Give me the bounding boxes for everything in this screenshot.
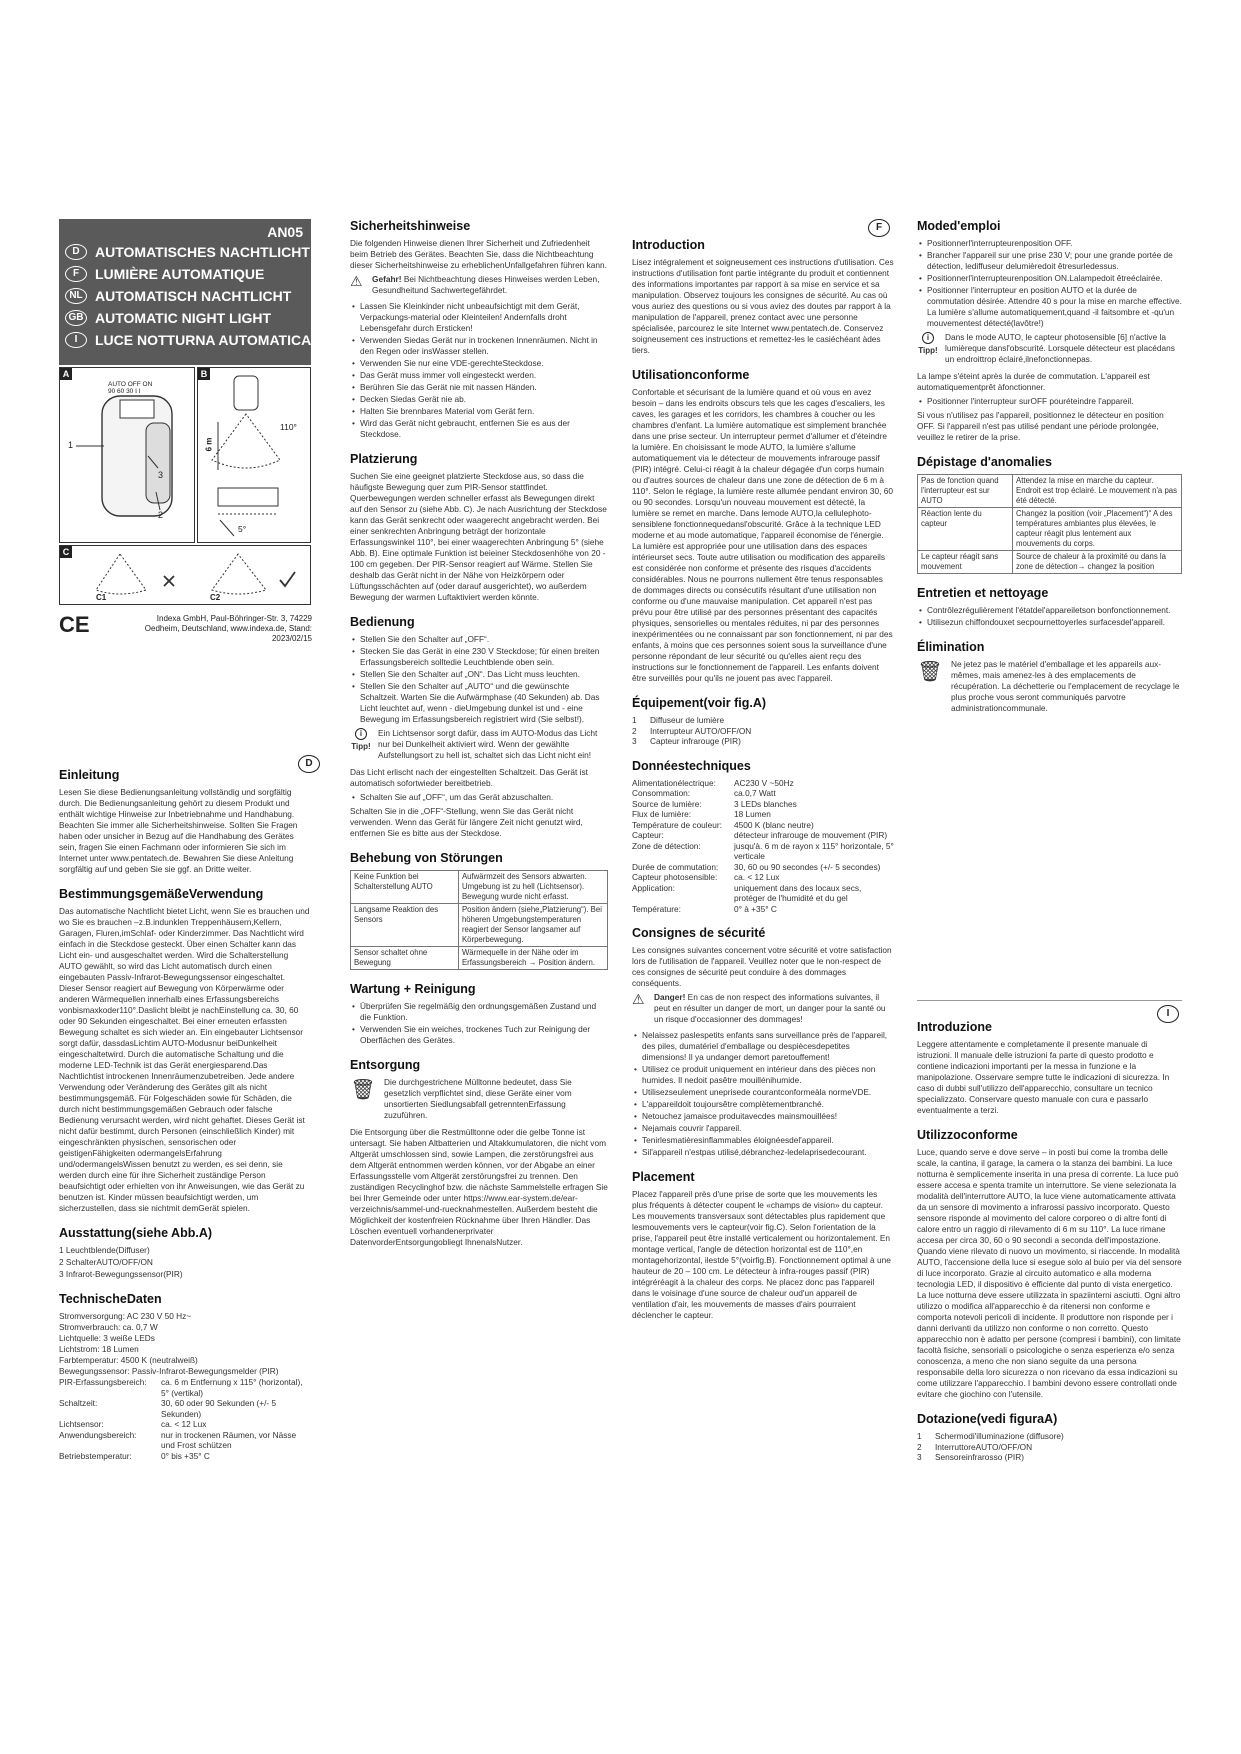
heading-depistage: Dépistage d'anomalies [917,455,1052,469]
disposal-note-fr: 🗑 Ne jetez pas le matériel d'emballage et les appareils aux-mêmes, mais amenez-les à des emplacements de récupération. La déchetterie ou l'emplacement de recyclage le plus proche vous seront communiqués parvotre administrationcommunale. [917,659,1180,713]
heading-consignes: Consignes de sécurité [632,926,766,940]
lang-badge-fr: F [868,219,890,237]
troubleshooting-table-fr: Pas de fonction quand l'interrupteur est sur AUTO Attendez la mise en marche du capteur. Endroit est trop éclairé. Le mouvement n'a pas été détecté. Réaction lente du capteur Changez la position (voir „Placement“)“ A des températures ambiantes plus élevées, le capteur réagit plus lentement aux mouvements du corps. Le capteur réagit sans mouvement Source de chaleur à la proximité ou dans la zone de détection→ changez la position [917,474,1182,574]
text-einleitung: Lesen Sie diese Bedienungsanleitung vollständig und sorgfältig durch. Die Bedienungsanleitung gehört zu diesem Produkt und enthält wichtige Hinweise zur Inbetriebnahme und Handhabung. Beachten Sie immer alle Sicherheitshinweise. Sollten Sie Fragen haben oder unsicher in Bezug auf die Handhabung des Gerätes sein, fragen Sie einen Fachmann oder informieren Sie sich im Internet unter www.pentatech.de. Bewahren Sie diese Anleitung sorgfältig auf und geben Sie sie ggf. an Dritte weiter. [59,787,298,874]
text-bedienung-2: Schalten Sie in die „OFF“-Stellung, wenn Sie das Gerät nicht verwenden. Wenn das Gerät für längere Zeit nicht genutzt wird, entfernen Sie es bitte aus der Steckdose. [350,806,583,838]
text-introduction: Lisez intégralement et soigneusement ces instructions d'utilisation. Ces instructions d'utilisation font partie intégrante du produit et contiennent des informations importantes par rapport à sa mise en service et sa manipulation. Observez toujours les consignes de sécurité. Au cas où vous auriez des questions ou si vous aviez des doutes par rapport à la manipulation de l'appareil, prenez contact avec une personne spécialisée, parcourez le site Internet www.pentatech.de. Conservez soigneusement ces instructions et remettez-les le casiéchéant àdes tiers. [632,257,894,355]
c2-label: C2 [210,593,221,602]
text-mode-1: La lampe s'éteint après la durée de commutation. L'appareil est automatiquementprêt àfonctionner. [917,371,1150,392]
warning-gefahr: ⚠ Gefahr! Bei Nichtbeachtung dieses Hinweises werden Leben, Gesundheitund Sachwertegefährdet. [350,273,600,295]
model-number: AN05 [267,224,303,240]
heading-utilizzo: Utilizzoconforme [917,1128,1018,1142]
heading-behebung: Behebung von Störungen [350,851,503,865]
text-introduzione: Leggere attentamente e completamente il presente manuale di istruzioni. Il manuale delle istruzioni fa parte di questo prodotto e contiene indicazioni importanti per la messa in funzione e la manipolazione. Osservare sempre tutte le indicazioni di sicurezza. In caso di dubbi sull'utilizzo dell'apparecchio, consultare un tecnico specializzato. Conservare questo manuale con cura e passarlo eventualmente a terzi. [917,1039,1170,1115]
heading-ausstattung: Ausstattung(siehe Abb.A) [59,1226,213,1240]
text-sicherheit: Die folgenden Hinweise dienen Ihrer Sicherheit und Zufriedenheit beim Betrieb des Gerätes. Beachten Sie, dass die Nichtbeachtung dieser Sicherheitshinweise zu erheblichenUnfallgefahren führen kann. [350,238,607,270]
column-it [917,1020,1182,1466]
title-fr: F LUMIÈRE AUTOMATIQUE [65,266,264,282]
text-bedienung-1: Das Licht erlischt nach der eingestellten Schaltzeit. Das Gerät ist automatisch sofortwieder bereitbetrieb. [350,767,588,788]
tech-table-fr: Alimentationélectrique: AC230 V ~50Hz Consommation: ca.0,7 Watt Source de lumière: 3 LEDs blanches Flux de lumière: 18 Lumen Température de couleur: 4500 K (blanc neutre) Capteur: détecteur infrarouge de mouvement (PIR) Zone de détection: jusqu'à. 6 m de rayon x 115° horizontale, 5° verticale Durée de commutation: 30, 60 ou 90 secondes (+/- 5 secondes) Capteur photosensible: ca. < 12 Lux Application: uniquement dans des locaux secs, protéger de l'humidité et du gel Température: 0° à +35° C [632,777,894,914]
list-bedienung: • Stellen Sie den Schalter auf „OFF“. • Stecken Sie das Gerät in eine 230 V Steckdose; für einen breiten Erfassungsbereich solltedie Leuchtblende oben sein. • Stellen Sie den Schalter auf „ON“. Das Licht muss leuchten. • Stellen Sie den Schalter auf „AUTO“ und die gewünschte Schaltzeit. Warten Sie die Aufwärmphase (40 Sekunden) ab. Das Licht leuchtet auf, wenn - dieUmgebung dunkel ist und - eine Bewegung im Erfassungsbereich registriert wird (Sie selbst!). [350,634,608,725]
list-ausstattung: 1 Leuchtblende(Diffuser) 2 SchalterAUTO/OFF/ON 3 Infrarot-Bewegungssensor(PIR) [59,1245,183,1279]
heading-sicherheit: Sicherheitshinweise [350,219,471,233]
detection-range-illustration [198,368,312,544]
figure-a: A AUTO OFF ON 90 60 30 I I 1 3 2 [59,367,195,543]
crossed-bin-icon: 🗑 [350,1079,376,1101]
tip-de: i Tipp! Ein Lichtsensor sorgt dafür, dass im AUTO-Modus das Licht nur bei Dunkelheit aktiviert wird. Wenn der gewählte Aufstellungsort zu hell ist, schaltet sich das Licht nicht ein! [351,728,598,760]
warning-danger: ⚠ Danger! En cas de non respect des informations suivantes, il peut en résulter un danger de mort, un danger pour la santé ou un risque d'occasionner des dommages! [632,991,886,1024]
title-block [59,219,311,365]
callout-1: 1 [68,440,74,450]
list-consignes: • Nelaissez paslespetits enfants sans surveillance près de l'appareil, des piles, dumatériel d'emballage ou despiècesdepetites dimensions! Il ya undanger demort paretouffement! • Utilisez ce produit uniquement en intérieur dans des pièces non humides. Il nedoit pasêtre mouillénihumide. • Utilisezseulement uneprisede courantconformeàla normeVDE. • L'appareildoit toujoursêtre complètementbranché. • Netouchez jamaisce produitavecdes mainsmouillées! • Nejamais couvrir l'appareil. • Tenirlesmatièresinflammables éloignéesdel'appareil. • Sil'appareil n'estpas utilisé,débranchez-ledelaprisedecourant. [632,1030,894,1158]
tech-table: PIR-Erfassungsbereich: ca. 6 m Entfernung x 115° (horizontal), 5° (vertikal) Schaltzeit: 30, 60 oder 90 Sekunden (+/- 5 Sekunden) Lichtsensor: ca. < 12 Lux Anwendungsbereich: nur in trockenen Räumen, vor Nässe und Frost schützen Betriebstemperatur: 0° bis +35° C [59,1377,303,1461]
manufacturer-address: Indexa GmbH, Paul-Böhringer-Str. 3, 74229 Oedheim, Deutschland, www.indexa.de, Stand: 2023/02/15 [144,614,312,643]
text-platzierung: Suchen Sie eine geeignet platzierte Steckdose aus, so dass die häufigste Bewegung quer zum PIR-Sensor stattfindet. Querbewegungen werden schneller erfasst als Bewegungen direkt auf den Sensor zu (siehe Abb. C). Je nach Ausrichtung der Steckdose kann das Gerät senkrecht oder waagerecht angebracht werden. Bei einer senkrechten Anbringung beträgt der horizontale Erfassungswinkel 110°, bei einer waagerechten Anbringung 5° (siehe Abb. B). Eine optimale Funktion ist beieiner Steckdosenhöhe von 20 - 100 cm gegeben. Der PIR-Sensor reagiert auf Wärme. Stellen Sie deshalb das Gerät nicht in der Nähe von Heizkörpern oder Lüftungsschächten auf (oder darauf ausgerichtet), wo außerdem Bewegung der warmen Luftaktiviert werden könnte. [350,471,607,602]
title-it: I LUCE NOTTURNA AUTOMATICA [65,332,311,348]
list-bedienung-2: • Schalten Sie auf „OFF“, um das Gerät abzuschalten. [350,792,608,803]
heading-introduction: Introduction [632,238,705,252]
c1-label: C1 [96,593,107,602]
text-mode-2: Si vous n'utilisez pas l'appareil, positionnez le détecteur en position OFF. Si l'appareil n'est pas utilisé pendant une période prolongée, veuillez le retirer de la prise. [917,410,1164,442]
heading-wartung: Wartung + Reinigung [350,982,476,996]
figure-b: B 6 m 110° 5° [197,367,311,543]
heading-technische: TechnischeDaten [59,1292,162,1306]
heading-utilisation: Utilisationconforme [632,368,750,382]
list-entretien: • Contrôlezrégulièrement l'étatdel'appareiletson bonfonctionnement. • Utilisezun chiffondouxet secpournettoyerles surfacesdel'appareil. [917,605,1182,628]
column-de-2 [350,219,608,1251]
heading-dotazione: Dotazione(vedi figuraA) [917,1412,1058,1426]
heading-entretien: Entretien et nettoyage [917,586,1049,600]
heading-elimination: Élimination [917,640,985,654]
list-equipement: 1 Diffuseur de lumière 2 Interrupteur AUTO/OFF/ON 3 Capteur infrarouge (PIR) [632,715,752,746]
info-icon: i [355,728,367,740]
heading-platzierung: Platzierung [350,452,418,466]
heading-donnees: Donnéestechniques [632,758,751,773]
column-fr-1 [632,238,894,1324]
crossed-bin-icon: 🗑 [917,661,943,683]
angle-vertical: 5° [238,524,247,534]
text-placement: Placez l'appareil près d'une prise de sorte que les mouvements les plus fréquents à détecter coupent le «champs de vision» du capteur. Les mouvements transversaux sont détectables plus rapidement que lesmouvements vers le capteur(voir fig.C). Selon l'orientation de la prise, l'appareil peut être installé verticalement ou horizontalement. En montage vertical, l'angle de détection horizontal est de 110°,en montagehorizontal, ilestde 5°(voirfig.B). Fonctionnement optimal à une hauteur de 20 – 100 cm. Le détecteur à infra-rouges passif (PIR) intégréréagit à la chaleur des corps. Ne placez donc pas l'appareil dans le voisinage d'une source de chaleur oud'un appareil de ventilation d'air, les mouvements de masses d'airs pourraient déclencher le capteur. [632,1189,891,1320]
height-label: 6 m [204,437,214,452]
title-de: D AUTOMATISCHES NACHTLICHT [65,244,310,260]
lang-badge-de: D [298,755,320,773]
column-de-1 [59,768,311,1464]
text-entsorgung: Die Entsorgung über die Restmülltonne oder die gelbe Tonne ist untersagt. Sie haben Altbatterien und Altakkumulatoren, die nicht vom Altgerät umschlossen sind, sowie Lampen, die zerstörungsfrei aus dem Altgerät entnommen werden können, vor der Abgabe an einer Erfassungsstelle vom Altgerät zerstörungsfrei zu trennen. Den zuständigen Recyclinghof bzw. die nächste Sammelstelle erfragen Sie bei Ihrer Gemeinde oder unter https://www.ear-system.de/ear-verzeichnis/sammel-und-ruecknahmestellen. Außerdem besteht die Möglichkeit der kostenfreien Rücknahme über Ihren Händler. Das Löschen eventuell vorhandenerprivater DatenvorderEntsorgungobliegt IhnenalsNutzer. [350,1127,608,1247]
list-mode-emploi: • Positionnerl'interrupteurenposition OFF. • Brancher l'appareil sur une prise 230 V; pour une grande portée de détection, lediffuseur delumièredoit êtresurledessus. • Positionnerl'interrupteurenposition ON.Lalampedoit êtreéclairée. • Positionner l'interrupteur en position AUTO et la durée de commutation désirée. Attendre 40 s pour la mise en marche effective. La lumière s'allume automatiquement,quand -il faitsombre et -qu'un mouvementest détecté(lavôtre!) [917,238,1182,329]
divider [917,1000,1182,1001]
figure-c: C C1 C2 [59,545,311,605]
heading-equipement: Équipement(voir fig.A) [632,696,767,710]
tip-fr: i Tipp! Dans le mode AUTO, le capteur photosensible [6] n'active la lumièreque dansl'obscurité. Lorsquele détecteur est placédans un endroittrop éclairé,ilnefonctionnepas. [918,332,1175,364]
troubleshooting-table-de: Keine Funktion bei Schalterstellung AUTO Aufwärmzeit des Sensors abwarten. Umgebung ist zu hell (Lichtsensor). Bewegung wurde nicht erfasst. Langsame Reaktion des Sensors Position ändern (siehe„Platzierung“). Bei höheren Umgebungstemperaturen reagiert der Sensor langsamer auf Körperbewegung. Sensor schaltet ohne Bewegung Wärmequelle in der Nähe oder im Erfassungsbereich → Position ändern. [350,870,608,970]
lang-badge-it: I [1157,1005,1179,1023]
list-dotazione: 1 Schermodi'illuminazione (diffusore) 2 InterruttoreAUTO/OFF/ON 3 Sensoreinfrarosso (PIR) [917,1431,1064,1462]
heading-bestimmung: BestimmungsgemäßeVerwendung [59,887,264,901]
title-gb: GB AUTOMATIC NIGHT LIGHT [65,310,271,326]
list-mode-2: • Positionner l'interrupteur surOFF pouréteindre l'appareil. [917,396,1182,407]
warning-icon: ⚠ [632,991,645,1007]
list-wartung: • Überprüfen Sie regelmäßig den ordnungsgemäßen Zustand und die Funktion. • Verwenden Sie ein weiches, trockenes Tuch zur Reinigung der Oberflächen des Gerätes. [350,1001,608,1046]
callout-3: 3 [158,470,164,480]
ce-mark: CE [59,612,90,637]
heading-mode-emploi: Moded'emploi [917,219,1001,233]
switch-label: AUTO OFF ON 90 60 30 I I [108,381,153,395]
callout-2: 2 [158,510,164,520]
heading-entsorgung: Entsorgung [350,1058,421,1072]
heading-einleitung: Einleitung [59,768,120,782]
column-fr-2 [917,219,1182,720]
heading-bedienung: Bedienung [350,615,415,629]
list-sicherheit: • Lassen Sie Kleinkinder nicht unbeaufsichtigt mit dem Gerät, Verpackungs-material oder Kleinteilen! Andernfalls droht Lebensgefahr durch Ersticken! • Verwenden Siedas Gerät nur in trockenen Innenräumen. Nicht in den Regen oder insWasser stellen. • Verwenden Sie nur eine VDE-gerechteSteckdose. • Das Gerät muss immer voll eingesteckt werden. • Berühren Sie das Gerät nie mit nassen Händen. • Decken Siedas Gerät nie ab. • Halten Sie brennbares Material vom Gerät fern. • Wird das Gerät nicht gebraucht, entfernen Sie es aus der Steckdose. [350,301,608,440]
warning-icon: ⚠ [350,273,363,289]
heading-introduzione: Introduzione [917,1020,992,1034]
text-utilizzo: Luce, quando serve e dove serve – in posti bui come la tromba delle scale, la cantina, il garage, la camera o la stanza dei bambini. La luce notturna è semplicemente inserita in una presa di corrente. La luce può essere accesa e spenta tramite un interruttore. Se viene selezionata la modalità dell'interruttore AUTO, la luce viene automaticamente attivata da un sensore di movimento a infrarossi passivo incorporato. Questo sensore risponde al movimento del calore corporeo o di altre fonti di calore entro un raggio di rilevamento di 6 m su 110°. La luce rimane accesa per circa 30, 60 o 90 secondi a seconda dell'impostazione. Quando viene rilevato di nuovo un movimento, si riaccende. In modalità AUTO, l'accensione della luce si esegue solo al buio per via del sensore di luce incorporato. Grazie al circuito automatico e alla moderna tecnologia LED, il dispositivo è efficiente dal punto di vista energetico. La luce notturna deve essere utilizzata in spaziinterni asciutti. Ogni altro utilizzo o modifica all'apparecchio è da ritenersi non conforme e comporta notevoli pericoli di incidente. Il produttore non risponde per i danni derivanti da utilizzo non conforme o non corretto. Questo apparecchio non è adatto per persone (compresi i bambini), con limitate facoltà fisiche, sensoriali o psicologiche o senza esperienza e/o senza conoscenza, a meno che non siano seguite da una persona responsabile della loro sicurezza o non ricevano da essa indicazioni su come utilizzare l'apparecchio. I bambini devono essere controllati onde evitare che giochino con l'utensile. [917,1147,1182,1399]
disposal-note-de: 🗑 Die durchgestrichene Mülltonne bedeutet, dass Sie gesetzlich verpflichtet sind, diese Geräte einer vom unsortierten Siedlungsabfall getrenntenErfassung zuzuführen. [350,1077,572,1120]
heading-placement: Placement [632,1170,695,1184]
text-consignes: Les consignes suivantes concernent votre sécurité et votre satisfaction lors de l'utilisation de l'appareil. Veuillez noter que le non-respect de ces consignes de sécurité peut conduire à des dommages conséquents. [632,945,892,988]
info-icon: i [922,332,934,344]
title-nl: NL AUTOMATISCH NACHTLICHT [65,288,291,304]
text-utilisation: Confortable et sécurisant de la lumière quand et où vous en avez besoin – dans les endroits obscurs tels que les cages d'escaliers, les caves, les garages et les corridors, les chambres à coucher ou les chambres d'enfant. La lumière automatique est simplement branchée dans une prise secteur. Un interrupteur permet d'allumer et d'éteindre la lumière. En choisissant le mode AUTO, la lumière s'allume automatiquement via le détecteur de mouvements infrarouge passif (PIR) intégré. Celui-ci réagit à la chaleur dégagée d'un corps humain ou d'autres sources de chaleur dans une zone de détection de 6 m à 110°. Selon le réglage, la lumière reste allumée pendant environ 30, 60 ou 90 secondes. Lorsqu'un nouveau mouvement est détecté, la lumière se remet en marche. Dans lemode AUTO,la cellulephoto-sensiblene fonctionnequedansl'obscurité. Grâce à la technique LED moderne et au mode automatique, l'appareil économise de l'énergie. La lumière est appropriée pour une utilisation dans des espaces intérieurset secs. Toute autre utilisation ou modification des appareils est considérée non conforme et présente des risques d'accidents considérables. Nous ne pourrons nullement être tenus responsables de dommages directs ou consécutifs résultant d'une utilisation non conforme ou d'une mauvaise manipulation. Cet appareil n'est pas prévu pour être utilisé par des personnes présentant des capacités physiques, sensorielles ou mentales réduites, ni par des personnes inexpérimentées ou ne connaissant par son fonctionnement, ni par des enfants, à moins que ces personnes soient sous la surveillance d'une personne répondant de leur sécurité ou qu'elles aient reçu des instructions sur le fonctionnement de l'appareil. Les enfants doivent être surveillés pour qu'ils ne jouent pas avec l'appareil. [632,387,893,683]
text-bestimmung: Das automatische Nachtlicht bietet Licht, wenn Sie es brauchen und wo Sie es brauchen –z.B.indunklen Treppenhäusern,Kellern, Garagen, Fluren,imSchlaf- oder Kinderzimmer. Das Nachtlicht wird einfach in die Steckdose gesteckt. Über einen Schalter kann das Licht ein- und ausgeschaltet werden. Wird die Schalterstellung AUTO gewählt, so wird das Licht automatisch durch einen eingebauten Passiv-Infrarot-Bewegungssensor eingeschaltet. Dieser Sensor reagiert auf Bewegung von Körperwärme oder anderen Wärmequellen innerhalb eines Erfassungsbereichs vonbismaxkoder110°.Daslicht bleibt je nachEinstellung ca. 30, 60 oder 90 Sekunden eingeschaltet. Bei einer erneuten erfassten Bewegung schaltet es sich wieder an. Ein eingebauter Lichtsensor sorgt dafür, dassdasLichtim AUTO-Modusnur beiDunkelheit eingeschaltetwird. Durch die automatische Schaltung und die moderne LED-Technik ist das Gerät energiesparend.Das Nachtlichtist introckenen Innenräumenzubetreiben. Jede andere Verwendung oder Veränderung des Gerätes gilt als nicht bestimmungsgemäß. Für Folgeschäden sowie für Schäden, die durch nicht bestimmungsgemäßen Gebrauch oder falsche Bedienung verursacht werden, wird nicht gehaftet. Dieses Gerät ist nicht dafür bestimmt, durch Personen (einschließlich Kinder) mit eingeschränkten physischen, sensorischen oder geistigenFähigkeiten odermangelsErfahrung und/odermangelsWissen benutzt zu werden, es sei denn, sie werden durch eine für ihre Sicherheit zuständige Person beaufsichtigt oder erhielten von ihr Anweisungen, wie das Gerät zu benutzen ist. Kinder müssen beaufsichtigt werden, um sicherzustellen, dass sie nichtmit demGerät spielen. [59,906,310,1213]
angle-horizontal: 110° [280,422,297,432]
tech-lines: Stromversorgung: AC 230 V 50 Hz~ Stromverbrauch: ca. 0,7 W Lichtquelle: 3 weiße LEDs Lichtstrom: 18 Lumen Farbtemperatur: 4500 K (neutralweiß) Bewegungssensor: Passiv-Infrarot-Bewegungsmelder (PIR) [59,1311,279,1376]
